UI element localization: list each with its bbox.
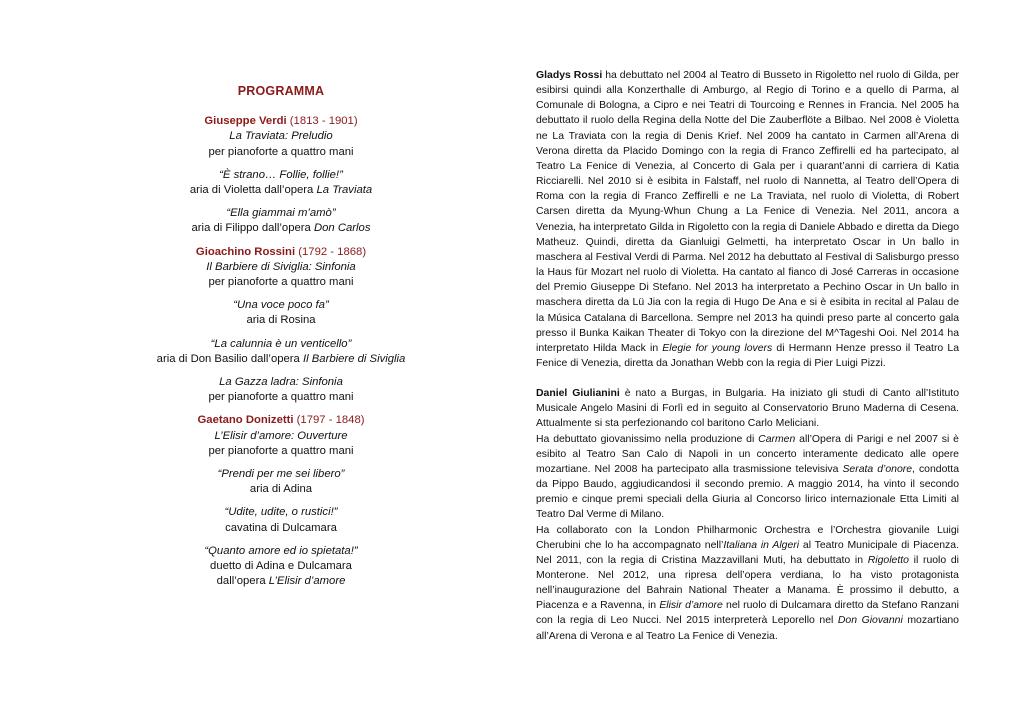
work-description: [130, 352, 432, 367]
artist-name: Daniel Giulianini: [536, 388, 620, 400]
programme-item: [130, 467, 432, 497]
work-title: “È strano… Follie, follie!”: [219, 168, 343, 181]
opera-title: L’Elisir d’amore: [268, 575, 346, 588]
bio-text: il ruolo di Monterone. Nel 2012, una ripresa dell’opera verdiana, lo ha visto protagonista nell’inaugurazione del Bahrain National Theater a Manama. È prossimo il debutto, a Piacenza e a Ravenna, in: [536, 554, 959, 612]
work-description: per pianoforte a quattro mani: [208, 444, 354, 457]
work-description-text: aria di Filippo dall’opera: [191, 222, 314, 235]
work-description-text: dall’opera: [216, 575, 269, 588]
work-title: “Prendi per me sei libero”: [217, 468, 345, 481]
programme-item: [130, 337, 432, 367]
work-title: La Gazza ladra: Sinfonia: [219, 376, 343, 389]
bio-daniel-giulianini: [536, 386, 959, 431]
opera-title: Elegie for young lovers: [662, 342, 773, 354]
bio-gladys-rossi: [536, 68, 959, 371]
programme-title: PROGRAMMA: [237, 84, 325, 98]
opera-title: Italiana in Algeri: [723, 539, 800, 551]
composer-rossini: [130, 245, 432, 291]
bio-text: ha debuttato nel 2004 al Teatro di Busseto in Rigoletto nel ruolo di Gilda, per esibirsi quindi alla Konzerthalle di Amburgo, al Regio di Torino e a quello di Parma, al Comunale di Bologna, a Cipro e nei Teatri di Tourcoing e Rennes in Francia. Nel 2005 ha debuttato il ruolo della Regina della Notte del Die Zauberflöte a Bilbao. Nel 2008 è Violetta ne La Traviata con la regia di Denis Krief. Nel 2009 ha cantato in Carmen all’Arena di Verona diretta da Placido Domingo con la regia di Franco Zeffirelli ed ha partecipato, al Teatro La Fenice di Venezia, al Concerto di Gala per i quarant’anni di carriera di Katia Ricciarelli. Nel 2010 si è esibita in Falstaff, nel ruolo di Nannetta, al Teatro dell’Opera di Roma con la regia di Franco Zeffirelli e ne La Traviata, nel ruolo di Violetta, di Robert Carsen diretta da Myung-Whun Chung a La Fenice di Venezia. Nel 2011, ancora a Venezia, ha interpretato Gilda in Rigoletto con la regia di Daniele Abbado e diretta da Diego Matheuz. Quindi, diretta da Gianluigi Gelmetti, ha interpretato Oscar in Un ballo in maschera al Festival Verdi di Parma. Nel 2012 ha debuttato al Festival di Salisburgo presso la Haus für Mozart nel ruolo di Violetta. Ha cantato al fianco di José Carreras in occasione del Premio Giuseppe Di Stefano. Nel 2013 ha interpretato a Pechino Oscar in Un ballo in maschera diretta da Lü Jia con la regia di Hugo De Ana e si è esibita in recital al Palau de la Música Catalana di Barcellona. Sempre nel 2013 ha quindi preso parte al concerto gala presso il Bunka Kaikan Theater di Tokyo con la direzione del M^Tageshi Ooi. Nel 2014 ha interpretato Hilda Mack in: [536, 70, 959, 354]
bio-text: mozartiano all’Arena di Verona e al Teatro La Fenice di Venezia.: [536, 615, 959, 642]
work-title: “La calunnia è un venticello”: [210, 337, 352, 350]
composer-name: Giuseppe Verdi: [204, 115, 287, 128]
composer-heading: [130, 413, 432, 428]
programme-item: [130, 298, 432, 328]
composer-donizetti: [130, 413, 432, 459]
work-description: aria di Adina: [249, 483, 313, 496]
bio-text: Ha debuttato giovanissimo nella produzione di: [536, 433, 759, 445]
artist-name: Gladys Rossi: [536, 70, 603, 81]
work-description: per pianoforte a quattro mani: [208, 145, 354, 158]
tv-show-title: Serata d’onore: [842, 463, 913, 475]
programme-item: [130, 505, 432, 535]
programme-item: [130, 206, 432, 236]
composer-name: Gioachino Rossini: [195, 245, 296, 258]
composer-heading: [130, 245, 432, 260]
bio-text: all’Opera di Parigi e nel 2007 si è esibito al Teatro San Calo di Napoli in un concerto interamente dedicato alle opere mozartiane. Nel 2008 ha partecipato alla trasmissione televisiva: [536, 433, 959, 475]
programme-item: [130, 375, 432, 405]
work-title: La Traviata: Preludio: [229, 130, 333, 143]
work-description-text: aria di Violetta dall’opera: [189, 184, 317, 197]
composer-dates: (1792 - 1868): [298, 245, 367, 258]
work-title: “Una voce poco fa”: [233, 299, 329, 312]
work-title: Il Barbiere di Siviglia: Sinfonia: [206, 260, 356, 273]
opera-title: Rigoletto: [867, 554, 909, 566]
bio-text: al Teatro Municipale di Piacenza. Nel 2011, con la regia di Cristina Mazzavillani Muti, ha debuttato in: [536, 539, 959, 566]
work-description: cavatina di Dulcamara: [225, 521, 337, 534]
opera-title: Il Barbiere di Siviglia: [302, 352, 406, 365]
opera-title: Carmen: [758, 433, 796, 445]
bio-text: nel ruolo di Dulcamara diretto da Stefano Ranzani con la regia di Leo Nucci. Nel 2015 interpreterà Leporello nel: [536, 600, 959, 627]
bio-paragraph: [536, 432, 959, 523]
work-description: [130, 183, 432, 198]
work-description: duetto di Adina e Dulcamara: [210, 560, 352, 573]
composer-dates: (1797 - 1848): [296, 414, 365, 427]
composer-dates: (1813 - 1901): [289, 115, 358, 128]
opera-title: La Traviata: [316, 184, 373, 197]
bio-text: , condotta da Pippo Baudo, aggiudicandosi il secondo premio. A maggio 2014, ha vinto il secondo premio e cinque premi speciali della Giuria al Concorso lirico internazionale Etta Limiti al Teatro Dal Verme di Milano.: [536, 463, 959, 521]
opera-title: Don Giovanni: [837, 615, 903, 627]
programme-item: [130, 168, 432, 198]
work-description: [130, 574, 432, 589]
composer-heading: [130, 114, 432, 129]
bio-paragraph: [536, 523, 959, 644]
programme-item: [130, 544, 432, 590]
bio-text: è nato a Burgas, in Bulgaria. Ha iniziato gli studi di Canto all’Istituto Musicale Angelo Masini di Forlì ed in seguito al Conservatorio Bruno Maderna di Cesena. Attualmente si sta perfezionando col baritono Carlo Meliciani.: [536, 388, 959, 430]
work-title: L’Elisir d’amore: Ouverture: [214, 429, 348, 442]
work-description: aria di Rosina: [246, 314, 316, 327]
composer-name: Gaetano Donizetti: [197, 414, 294, 427]
work-description: per pianoforte a quattro mani: [208, 276, 354, 289]
paragraph-gap: [536, 371, 959, 386]
work-description: per pianoforte a quattro mani: [208, 391, 354, 404]
opera-title: Elisir d’amore: [659, 600, 723, 612]
work-title: “Udite, udite, o rustici!”: [224, 506, 338, 519]
bio-text: di Hermann Henze presso il Teatro La Fenice di Venezia, diretta da Jonathan Webb con la regia di Pier Luigi Pizzi.: [536, 342, 960, 369]
biographies-column: [536, 68, 959, 644]
opera-title: Don Carlos: [313, 222, 371, 235]
composer-verdi: [130, 114, 432, 160]
bio-text: Ha collaborato con la London Philharmonic Orchestra e l’Orchestra giovanile Luigi Cherubini che lo ha accompagnato nell’: [536, 524, 959, 551]
work-description-text: aria di Don Basilio dall’opera: [156, 352, 303, 365]
work-description: [130, 221, 432, 236]
work-title: “Quanto amore ed io spietata!”: [204, 544, 358, 557]
programme-column: [130, 84, 432, 597]
work-title: “Ella giammai m’amò”: [226, 207, 336, 220]
